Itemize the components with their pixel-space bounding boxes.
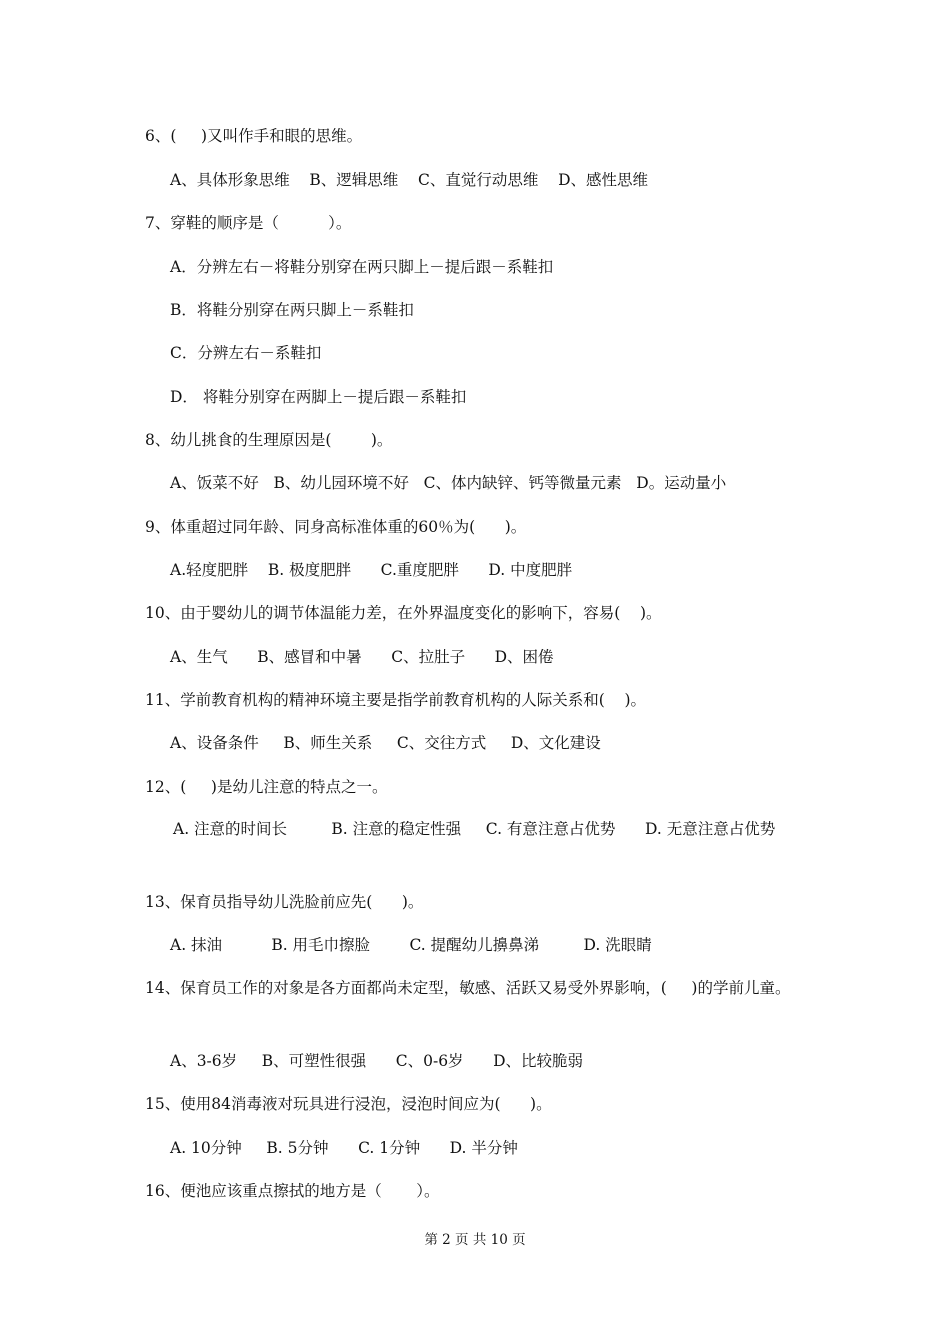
question-8-stem: 8、幼儿挑食的生理原因是( )。 [145, 431, 393, 449]
question-11-options: A、设备条件 B、师生关系 C、交往方式 D、文化建设 [170, 734, 601, 752]
question-9-stem: 9、体重超过同年龄、同身高标准体重的60％为( )。 [145, 518, 527, 536]
question-7-option-c: C．分辨左右－系鞋扣 [170, 344, 322, 362]
page-footer: 第 2 页 共 10 页 [424, 1232, 526, 1248]
question-13-options: A. 抹油 B. 用毛巾擦脸 C. 提醒幼儿擤鼻涕 D. 洗眼睛 [170, 936, 652, 954]
question-12-stem: 12、( )是幼儿注意的特点之一。 [145, 778, 388, 796]
question-10-options: A、生气 B、感冒和中暑 C、拉肚子 D、困倦 [170, 648, 554, 666]
question-16-stem: 16、便池应该重点擦拭的地方是（ ）。 [145, 1182, 440, 1200]
question-14-stem: 14、保育员工作的对象是各方面都尚未定型，敏感、活跃又易受外界影响，( )的学前儿童。 [145, 979, 791, 997]
question-7-option-a: A．分辨左右－将鞋分别穿在两只脚上－提后跟－系鞋扣 [170, 258, 554, 276]
question-10-stem: 10、由于婴幼儿的调节体温能力差，在外界温度变化的影响下，容易( )。 [145, 604, 662, 622]
question-15-options: A. 10分钟 B. 5分钟 C. 1分钟 D. 半分钟 [170, 1139, 518, 1157]
question-7-stem: 7、穿鞋的顺序是（ ）。 [145, 214, 352, 232]
question-12-options: A. 注意的时间长 B. 注意的稳定性强 C. 有意注意占优势 D. 无意注意占优势 [173, 820, 776, 838]
question-6-stem: 6、( )又叫作手和眼的思维。 [145, 127, 363, 145]
question-15-stem: 15、使用84消毒液对玩具进行浸泡，浸泡时间应为( )。 [145, 1095, 552, 1113]
question-11-stem: 11、学前教育机构的精神环境主要是指学前教育机构的人际关系和( )。 [145, 691, 647, 709]
question-7-option-d: D． 将鞋分别穿在两脚上－提后跟－系鞋扣 [170, 388, 467, 406]
question-13-stem: 13、保育员指导幼儿洗脸前应先( )。 [145, 893, 424, 911]
question-9-options: A.轻度肥胖 B. 极度肥胖 C.重度肥胖 D. 中度肥胖 [170, 561, 573, 579]
question-14-options: A、3-6岁 B、可塑性很强 C、0-6岁 D、比较脆弱 [170, 1052, 584, 1070]
question-6-options: A、具体形象思维 B、逻辑思维 C、直觉行动思维 D、感性思维 [170, 171, 648, 189]
question-7-option-b: B．将鞋分别穿在两只脚上－系鞋扣 [170, 301, 414, 319]
question-8-options: A、饭菜不好 B、幼儿园环境不好 C、体内缺锌、钙等微量元素 D。运动量小 [170, 474, 727, 492]
